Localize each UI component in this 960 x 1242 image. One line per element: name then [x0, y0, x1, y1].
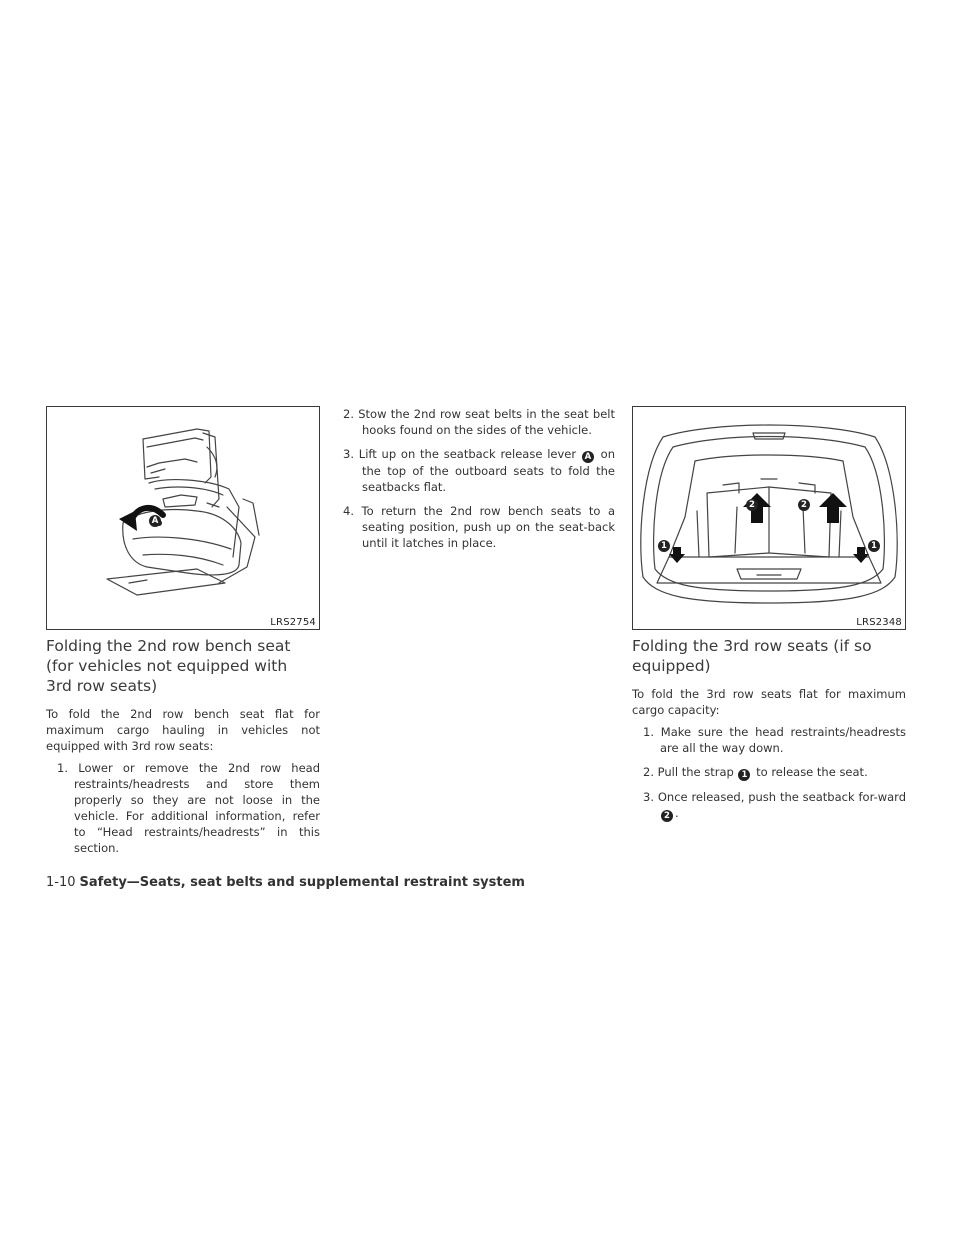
step-text: To return the 2nd row bench seats to a seating position, push up on the seat-back until it latches in place.	[361, 504, 615, 550]
step-number: 4.	[343, 504, 354, 518]
step-number: 3.	[643, 790, 654, 804]
figure-code: LRS2754	[270, 617, 316, 628]
intro-3rd-row: To fold the 3rd row seats flat for maximum cargo capacity:	[632, 687, 906, 717]
step-number: 1.	[643, 725, 654, 739]
heading-line: 3rd row seats)	[46, 677, 158, 695]
figure-code: LRS2348	[856, 617, 902, 628]
step-number: 2.	[643, 765, 654, 779]
step-text: Pull the strap	[657, 765, 734, 779]
heading-3rd-row	[632, 636, 906, 676]
step-item	[632, 789, 906, 822]
callout-2-marker-right: 2	[798, 499, 810, 511]
step-item	[341, 446, 615, 495]
step-text: .	[675, 806, 679, 820]
callout-2: 2	[661, 810, 673, 822]
step-item	[341, 503, 615, 551]
step-number: 2.	[343, 407, 354, 421]
heading-line: Folding the 2nd row bench seat	[46, 637, 291, 655]
step-text: Make sure the head restraints/headrests are all the way down.	[660, 725, 906, 755]
step-item	[341, 406, 615, 438]
step-item	[46, 760, 320, 856]
intro-2nd-row: To fold the 2nd row bench seat flat for maximum cargo hauling in vehicles not equipped with 3rd row seats:	[46, 707, 320, 753]
cargo-illustration	[633, 407, 905, 629]
callout-1-marker-left: 1	[658, 540, 670, 552]
middle-column	[341, 406, 615, 559]
step-text: Lower or remove the 2nd row head restraints/headrests and store them properly so they are not loose in the vehicle. For additional information, refer to “Head restraints/headrests” in this section.	[74, 761, 320, 855]
callout-1: 1	[738, 769, 750, 781]
steps-2nd-row-continued	[341, 406, 615, 551]
heading-line: Folding the 3rd row seats (if so	[632, 637, 872, 655]
step-text: to release the seat.	[756, 765, 868, 779]
step-item	[632, 764, 906, 781]
step-text: Once released, push the seatback for-ward	[657, 790, 907, 804]
callout-a-marker: A	[149, 515, 161, 527]
step-item	[632, 724, 906, 756]
step-number: 1.	[57, 761, 68, 775]
heading-line: equipped)	[632, 657, 711, 675]
left-column	[46, 406, 320, 864]
step-number: 3.	[343, 447, 354, 461]
heading-line: (for vehicles not equipped with	[46, 657, 288, 675]
callout-1-marker-right: 1	[868, 540, 880, 552]
page-footer	[46, 875, 525, 890]
heading-2nd-row	[46, 636, 320, 696]
figure-3rd-row-cargo	[632, 406, 906, 630]
page-number: 1-10	[46, 875, 76, 890]
section-title: Safety—Seats, seat belts and supplemental restraint system	[79, 875, 525, 890]
seat-illustration	[47, 407, 319, 629]
steps-3rd-row	[632, 724, 906, 822]
figure-2nd-row-release-lever	[46, 406, 320, 630]
step-text: Lift up on the seatback release lever	[358, 447, 577, 461]
step-text: on the top of the outboard seats to fold the seatbacks flat.	[362, 447, 615, 494]
steps-2nd-row	[46, 760, 320, 856]
right-column	[632, 406, 906, 830]
callout-2-marker-left: 2	[746, 499, 758, 511]
callout-a: A	[582, 451, 594, 463]
step-text: Stow the 2nd row seat belts in the seat belt hooks found on the sides of the vehicle.	[358, 407, 615, 437]
